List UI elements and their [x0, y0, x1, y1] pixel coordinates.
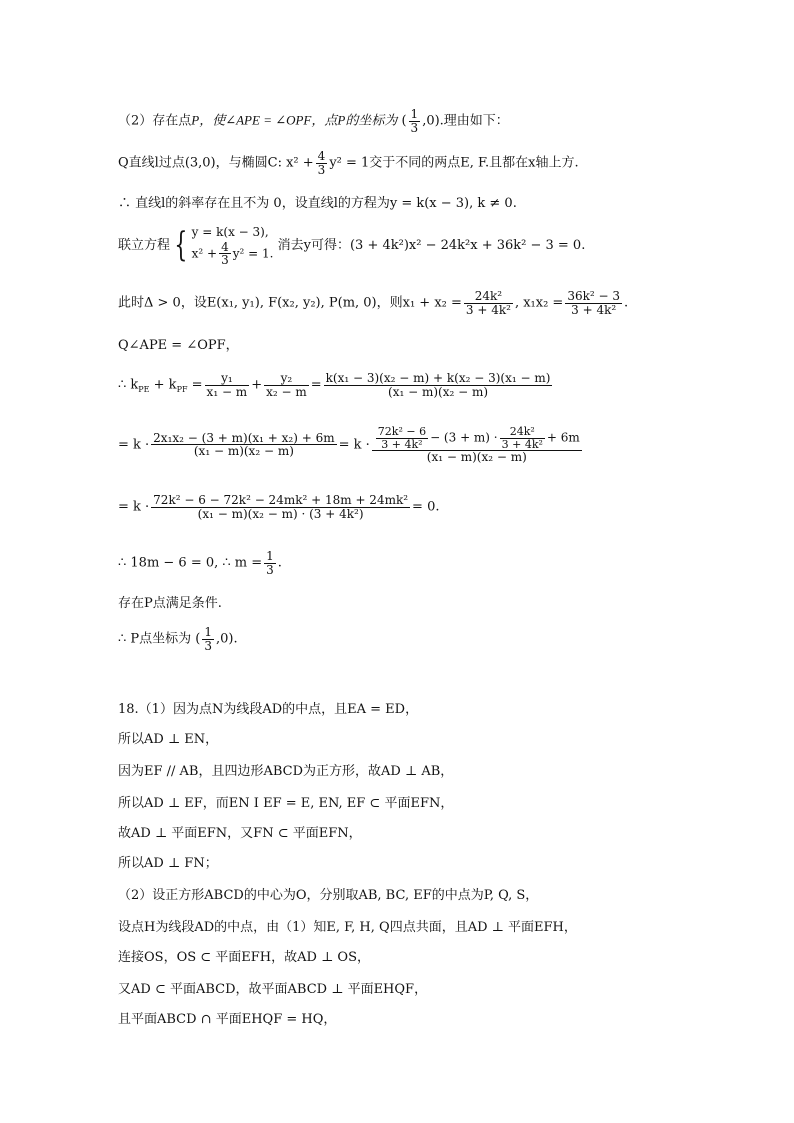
text: ∴ P点坐标为 — [118, 631, 192, 647]
text: 存在P点满足条件. — [118, 596, 222, 611]
text: （2）设正方形ABCD的中心为O，分别取AB, BC, EF的中点为P, Q, S， — [118, 888, 539, 903]
text: = k · — [118, 437, 150, 453]
numerator: 24k² — [500, 426, 545, 439]
fraction — [372, 426, 582, 464]
text: = k · — [338, 437, 370, 453]
text: 18.（1）因为点N为线段AD的中点，且EA = ED， — [118, 702, 419, 717]
text: P的坐标为 — [337, 112, 398, 128]
text: 且平面ABCD ∩ 平面EHQF = HQ， — [118, 1012, 337, 1027]
text: 此时Δ > 0，设E(x₁, y₁), F(x₂, y₂), P(m, 0)，则x₁ + x₂ = — [118, 295, 462, 311]
system-eq-2 — [192, 241, 274, 267]
q18-line-5 — [118, 822, 754, 841]
q18-line-8 — [118, 916, 754, 935]
system-eq-1: y = k(x − 3), — [191, 225, 269, 239]
text: y² = 1. — [232, 246, 274, 261]
text: = — [191, 377, 203, 393]
fraction — [376, 426, 428, 450]
text: 故AD ⊥ 平面EFN，又FN ⊂ 平面EFN， — [118, 826, 362, 841]
line-solve-m — [118, 550, 754, 576]
q18-line-4 — [118, 792, 754, 811]
text: 因为EF // AB，且四边形ABCD为正方形，故AD ⊥ AB， — [118, 764, 454, 779]
numerator — [372, 426, 582, 451]
text: + 6m — [546, 430, 580, 445]
fraction — [219, 241, 231, 267]
numerator: 4 — [221, 239, 229, 254]
paren-right: ) — [434, 113, 440, 129]
text: 所以AD ⊥ EF，而EN I EF = E, EN, EF ⊂ 平面EFN， — [118, 796, 454, 811]
text: . — [624, 295, 629, 311]
denominator: x₂ − m — [266, 384, 307, 399]
line-part2-intro — [118, 108, 754, 134]
q18-line-6 — [118, 852, 754, 871]
line-slope-sum — [118, 372, 754, 398]
text: 联立方程 — [118, 237, 171, 253]
denominator: 3 + 4k² — [501, 437, 543, 451]
text: x² + — [191, 246, 218, 261]
q18-line-1 — [118, 698, 754, 717]
text: 又AD ⊂ 平面ABCD，故平面ABCD ⊥ 平面EHQF， — [118, 982, 428, 997]
fraction — [151, 494, 410, 520]
denominator: (x₁ − m)(x₂ − m) — [388, 384, 489, 399]
numerator: y₂ — [264, 372, 309, 386]
text: 设点H为线段AD的中点，由（1）知E, F, H, Q四点共面，且AD ⊥ 平面EFH， — [118, 920, 577, 935]
numerator: 36k² − 3 — [567, 289, 621, 303]
fraction — [464, 290, 513, 316]
denominator: (x₁ − m)(x₂ − m) — [193, 444, 294, 459]
q18-line-7 — [118, 884, 754, 903]
text: − (3 + m) · — [430, 430, 498, 445]
text: .理由如下： — [439, 113, 509, 129]
fraction — [565, 290, 622, 316]
numerator: 24k² — [464, 290, 513, 304]
text: Q∠APE = ∠OPF， — [118, 338, 239, 353]
text: y² = 1交于不同的两点E, F.且都在x轴上方. — [329, 155, 579, 171]
denominator: 3 — [221, 253, 229, 268]
denominator: x₁ − m — [206, 384, 248, 399]
text: = k · — [118, 499, 150, 515]
text: = 0. — [412, 499, 440, 515]
subscript: PE — [138, 385, 150, 395]
fraction — [324, 372, 553, 398]
fraction — [264, 372, 309, 398]
fraction — [202, 626, 214, 652]
text: 所以AD ⊥ FN； — [118, 856, 218, 871]
text: ∴ 18m − 6 = 0, ∴ m = — [118, 555, 263, 571]
text: P，使∠APE = ∠OPF，点 — [191, 112, 338, 128]
denominator: (x₁ − m)(x₂ − m) · (3 + 4k²) — [197, 506, 364, 521]
text: 所以AD ⊥ EN， — [118, 732, 219, 747]
paren-right: ) — [228, 631, 234, 647]
text: ,0 — [422, 113, 435, 129]
text: （2）存在点 — [118, 113, 192, 129]
numerator: 1 — [266, 549, 274, 563]
fraction — [409, 108, 421, 134]
q18-line-10 — [118, 978, 754, 997]
fraction — [500, 426, 545, 450]
line-slope — [118, 192, 754, 211]
line-expand — [118, 426, 754, 464]
numerator: 4 — [317, 149, 326, 163]
numerator: 1 — [410, 107, 419, 121]
numerator: 72k² − 6 − 72k² − 24mk² + 18m + 24mk² — [153, 493, 409, 507]
numerator: 1 — [204, 625, 213, 639]
equation-system — [192, 224, 274, 267]
text: ∴ 直线l的斜率存在且不为 0，设直线l的方程为y = k(x − 3), k ≠ 0. — [118, 196, 517, 211]
text: ∴ k — [118, 377, 139, 393]
brace-glyph: { — [174, 225, 188, 266]
numerator: k(x₁ − 3)(x₂ − m) + k(x₂ − 3)(x₁ − m) — [325, 371, 551, 385]
line-ellipse — [118, 150, 754, 176]
line-vieta — [118, 290, 754, 316]
fraction — [316, 150, 328, 176]
text: 连接OS，OS ⊂ 平面EFH，故AD ⊥ OS， — [118, 950, 370, 965]
numerator: 72k² − 6 — [377, 425, 427, 438]
denominator: 3 + 4k² — [465, 302, 511, 317]
q18-line-3 — [118, 760, 754, 779]
denominator: 3 + 4k² — [571, 302, 617, 317]
text: . — [277, 555, 282, 571]
line-exists — [118, 592, 754, 611]
numerator: 2x₁x₂ − (3 + m)(x₁ + x₂) + 6m — [153, 430, 335, 445]
denominator: 3 — [204, 638, 213, 653]
line-system — [118, 224, 754, 267]
subscript: PF — [176, 385, 188, 395]
line-angle — [118, 334, 754, 353]
paren-left: ( — [195, 631, 201, 647]
paren-left: ( — [401, 113, 407, 129]
text: = — [310, 377, 322, 393]
denominator: 3 — [317, 162, 326, 177]
line-simplify — [118, 494, 754, 520]
text: + — [251, 377, 263, 393]
line-final-coord — [118, 626, 754, 652]
q18-line-9 — [118, 946, 754, 965]
text: 消去y可得：(3 + 4k²)x² − 24k²x + 36k² − 3 = 0. — [277, 237, 586, 253]
fraction — [151, 432, 336, 458]
fraction — [264, 550, 276, 576]
text: . — [233, 631, 238, 647]
text: + k — [153, 377, 177, 393]
denominator: (x₁ − m)(x₂ − m) — [426, 450, 527, 465]
fraction — [205, 372, 250, 398]
text: Q直线l过点(3,0)，与椭圆C: x² + — [118, 155, 314, 171]
denominator: 3 + 4k² — [381, 437, 423, 451]
denominator: 3 — [266, 562, 274, 577]
numerator: y₁ — [205, 372, 250, 386]
q18-line-2 — [118, 728, 754, 747]
q18-line-11 — [118, 1008, 754, 1027]
text: , x₁x₂ = — [514, 295, 564, 311]
text: ,0 — [216, 631, 229, 647]
denominator: 3 — [410, 120, 419, 135]
